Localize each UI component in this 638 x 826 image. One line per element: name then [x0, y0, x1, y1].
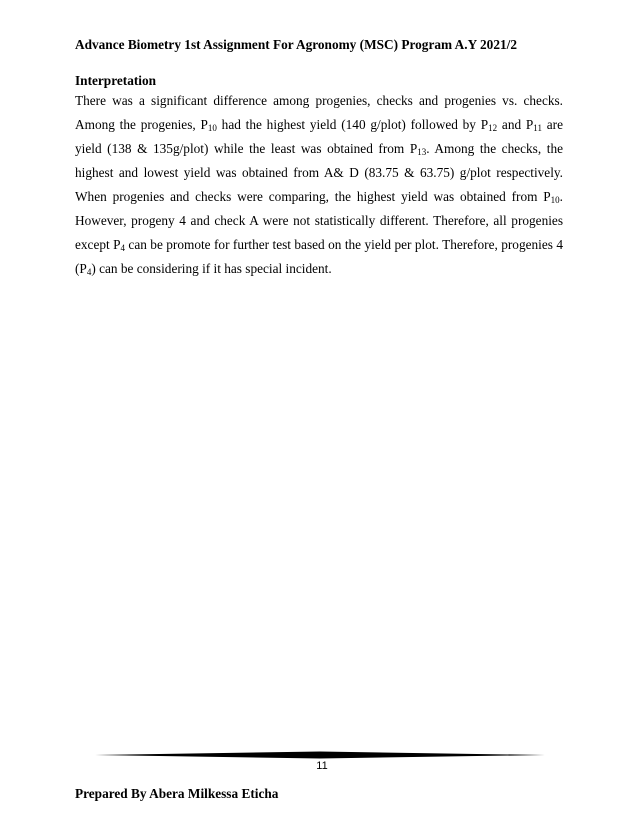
paragraph-text: can be promote for further test based on the yield per plot. Therefore, progenies 4 (P — [75, 237, 563, 276]
subscript: 12 — [488, 123, 498, 133]
subscript: 4 — [86, 267, 92, 277]
paragraph-text: ) can be considering if it has special incident. — [91, 261, 332, 276]
paragraph-text: had the highest yield (140 g/plot) followed by P — [216, 117, 489, 132]
subscript: 4 — [120, 243, 126, 253]
interpretation-paragraph — [75, 89, 563, 281]
page-number: 11 — [316, 760, 328, 772]
paragraph-text: are yield (138 & 135g/plot) while the least was obtained from P — [75, 117, 563, 156]
interpretation-section — [75, 73, 563, 281]
subscript: 13 — [417, 147, 427, 157]
subscript: 11 — [533, 123, 542, 133]
paragraph-text: . Among the checks, the highest and lowest yield was obtained from A& D (83.75 & 63.75) g/plot respectively. When progenies and checks were comparing, the highest yield was obtained from P — [75, 141, 563, 204]
paragraph-text: . However, progeny 4 and check A were not statistically different. Therefore, all progenies except P — [75, 189, 563, 252]
page-footer: Prepared By Abera Milkessa Eticha — [75, 786, 279, 801]
subscript: 10 — [207, 123, 217, 133]
section-title: Interpretation — [75, 73, 157, 88]
paragraph-text: and P — [497, 117, 534, 132]
footer-divider — [95, 751, 545, 759]
page-header: Advance Biometry 1st Assignment For Agronomy (MSC) Program A.Y 2021/2 — [75, 37, 517, 52]
paragraph-text: There was a significant difference among progenies, checks and progenies vs. checks. Among the progenies, P — [75, 93, 563, 132]
subscript: 10 — [550, 195, 560, 205]
